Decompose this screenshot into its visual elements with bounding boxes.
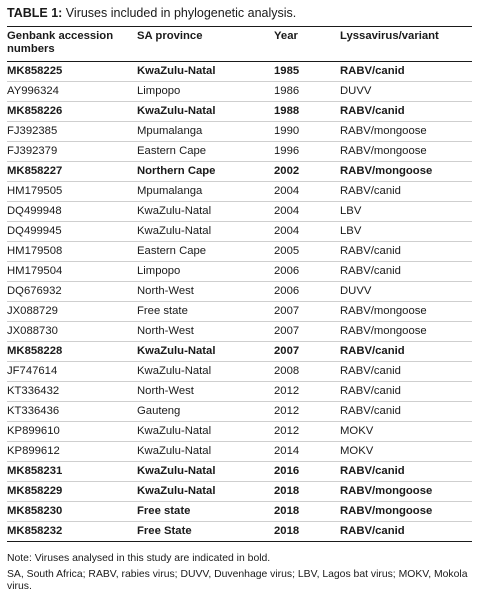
cell-province: Free state bbox=[137, 302, 274, 322]
table-row bbox=[7, 462, 472, 482]
table-notes bbox=[7, 553, 472, 594]
cell-variant: RABV/canid bbox=[340, 362, 472, 382]
cell-variant: RABV/canid bbox=[340, 242, 472, 262]
cell-year: 1985 bbox=[274, 62, 340, 82]
cell-accession: FJ392385 bbox=[7, 122, 137, 142]
cell-variant: RABV/canid bbox=[340, 462, 472, 482]
cell-year: 2012 bbox=[274, 382, 340, 402]
cell-province: North-West bbox=[137, 382, 274, 402]
cell-accession: HM179504 bbox=[7, 262, 137, 282]
cell-province: KwaZulu-Natal bbox=[137, 442, 274, 462]
cell-province: KwaZulu-Natal bbox=[137, 462, 274, 482]
table-row bbox=[7, 262, 472, 282]
cell-variant: RABV/canid bbox=[340, 102, 472, 122]
table-row bbox=[7, 442, 472, 462]
cell-province: KwaZulu-Natal bbox=[137, 362, 274, 382]
table-row bbox=[7, 322, 472, 342]
cell-year: 2008 bbox=[274, 362, 340, 382]
cell-accession: MK858231 bbox=[7, 462, 137, 482]
cell-variant: RABV/canid bbox=[340, 342, 472, 362]
cell-variant: MOKV bbox=[340, 422, 472, 442]
cell-accession: DQ676932 bbox=[7, 282, 137, 302]
table-row bbox=[7, 402, 472, 422]
cell-year: 2004 bbox=[274, 202, 340, 222]
table-row bbox=[7, 162, 472, 182]
cell-year: 2018 bbox=[274, 502, 340, 522]
cell-province: Limpopo bbox=[137, 82, 274, 102]
cell-province: Eastern Cape bbox=[137, 242, 274, 262]
cell-accession: JX088729 bbox=[7, 302, 137, 322]
cell-province: Gauteng bbox=[137, 402, 274, 422]
column-header-accession: Genbank accession numbers bbox=[7, 27, 137, 62]
cell-province: North-West bbox=[137, 322, 274, 342]
table-row bbox=[7, 342, 472, 362]
table-body bbox=[7, 62, 472, 542]
cell-year: 2006 bbox=[274, 262, 340, 282]
table-row bbox=[7, 302, 472, 322]
cell-variant: LBV bbox=[340, 222, 472, 242]
cell-accession: MK858227 bbox=[7, 162, 137, 182]
cell-province: KwaZulu-Natal bbox=[137, 222, 274, 242]
cell-accession: HM179505 bbox=[7, 182, 137, 202]
cell-accession: MK858228 bbox=[7, 342, 137, 362]
cell-variant: DUVV bbox=[340, 282, 472, 302]
table-row bbox=[7, 82, 472, 102]
cell-accession: MK858229 bbox=[7, 482, 137, 502]
cell-year: 2014 bbox=[274, 442, 340, 462]
cell-accession: MK858232 bbox=[7, 522, 137, 542]
cell-accession: KT336436 bbox=[7, 402, 137, 422]
cell-variant: RABV/mongoose bbox=[340, 162, 472, 182]
cell-variant: LBV bbox=[340, 202, 472, 222]
cell-accession: JX088730 bbox=[7, 322, 137, 342]
cell-year: 2016 bbox=[274, 462, 340, 482]
table-row bbox=[7, 102, 472, 122]
cell-province: Mpumalanga bbox=[137, 182, 274, 202]
cell-year: 2006 bbox=[274, 282, 340, 302]
cell-variant: RABV/mongoose bbox=[340, 122, 472, 142]
caption-text: Viruses included in phylogenetic analysis. bbox=[62, 6, 297, 20]
table-figure bbox=[7, 4, 472, 597]
cell-province: KwaZulu-Natal bbox=[137, 422, 274, 442]
cell-variant: MOKV bbox=[340, 442, 472, 462]
cell-province: KwaZulu-Natal bbox=[137, 102, 274, 122]
table-row bbox=[7, 502, 472, 522]
cell-year: 2007 bbox=[274, 302, 340, 322]
cell-year: 2007 bbox=[274, 342, 340, 362]
cell-year: 2007 bbox=[274, 322, 340, 342]
cell-province: KwaZulu-Natal bbox=[137, 62, 274, 82]
cell-variant: DUVV bbox=[340, 82, 472, 102]
note-text: Note: Viruses analysed in this study are indicated in bold. bbox=[7, 553, 271, 564]
cell-province: Eastern Cape bbox=[137, 142, 274, 162]
cell-year: 2012 bbox=[274, 422, 340, 442]
cell-year: 2018 bbox=[274, 482, 340, 502]
cell-year: 1986 bbox=[274, 82, 340, 102]
cell-province: North-West bbox=[137, 282, 274, 302]
table-row bbox=[7, 522, 472, 542]
cell-accession: AY996324 bbox=[7, 82, 137, 102]
cell-variant: RABV/mongoose bbox=[340, 302, 472, 322]
table-row bbox=[7, 122, 472, 142]
cell-variant: RABV/canid bbox=[340, 522, 472, 542]
cell-year: 2002 bbox=[274, 162, 340, 182]
abbreviations-text: SA, South Africa; RABV, rabies virus; DUVV, Duvenhage virus; LBV, Lagos bat virus; MOKV, Mokola virus. bbox=[7, 568, 468, 592]
cell-accession: DQ499945 bbox=[7, 222, 137, 242]
cell-variant: RABV/mongoose bbox=[340, 502, 472, 522]
cell-accession: FJ392379 bbox=[7, 142, 137, 162]
column-header-province: SA province bbox=[137, 27, 274, 62]
caption-label: TABLE 1: bbox=[7, 6, 63, 20]
cell-accession: KP899610 bbox=[7, 422, 137, 442]
table-row bbox=[7, 362, 472, 382]
cell-variant: RABV/mongoose bbox=[340, 142, 472, 162]
cell-province: Free state bbox=[137, 502, 274, 522]
column-header-variant: Lyssavirus/variant bbox=[340, 27, 472, 62]
table-row bbox=[7, 242, 472, 262]
cell-province: Mpumalanga bbox=[137, 122, 274, 142]
cell-accession: KP899612 bbox=[7, 442, 137, 462]
table-row bbox=[7, 202, 472, 222]
virus-table bbox=[7, 27, 472, 542]
cell-province: KwaZulu-Natal bbox=[137, 342, 274, 362]
cell-province: KwaZulu-Natal bbox=[137, 482, 274, 502]
cell-year: 2004 bbox=[274, 222, 340, 242]
table-row bbox=[7, 222, 472, 242]
cell-accession: DQ499948 bbox=[7, 202, 137, 222]
header-row bbox=[7, 27, 472, 62]
cell-province: KwaZulu-Natal bbox=[137, 202, 274, 222]
table-row bbox=[7, 62, 472, 82]
column-header-year: Year bbox=[274, 27, 340, 62]
cell-variant: RABV/mongoose bbox=[340, 482, 472, 502]
cell-year: 1996 bbox=[274, 142, 340, 162]
cell-year: 2012 bbox=[274, 402, 340, 422]
table-row bbox=[7, 422, 472, 442]
table-caption bbox=[7, 4, 472, 23]
cell-variant: RABV/canid bbox=[340, 62, 472, 82]
cell-year: 2018 bbox=[274, 522, 340, 542]
cell-accession: JF747614 bbox=[7, 362, 137, 382]
cell-accession: MK858226 bbox=[7, 102, 137, 122]
table-row bbox=[7, 142, 472, 162]
cell-year: 1990 bbox=[274, 122, 340, 142]
cell-province: Free State bbox=[137, 522, 274, 542]
cell-variant: RABV/mongoose bbox=[340, 322, 472, 342]
cell-year: 2004 bbox=[274, 182, 340, 202]
table-row bbox=[7, 282, 472, 302]
cell-accession: MK858225 bbox=[7, 62, 137, 82]
cell-variant: RABV/canid bbox=[340, 382, 472, 402]
cell-accession: KT336432 bbox=[7, 382, 137, 402]
cell-province: Limpopo bbox=[137, 262, 274, 282]
cell-variant: RABV/canid bbox=[340, 262, 472, 282]
table-row bbox=[7, 482, 472, 502]
cell-variant: RABV/canid bbox=[340, 182, 472, 202]
cell-accession: MK858230 bbox=[7, 502, 137, 522]
table-row bbox=[7, 182, 472, 202]
cell-year: 1988 bbox=[274, 102, 340, 122]
table-row bbox=[7, 382, 472, 402]
cell-province: Northern Cape bbox=[137, 162, 274, 182]
cell-year: 2005 bbox=[274, 242, 340, 262]
cell-variant: RABV/canid bbox=[340, 402, 472, 422]
cell-accession: HM179508 bbox=[7, 242, 137, 262]
